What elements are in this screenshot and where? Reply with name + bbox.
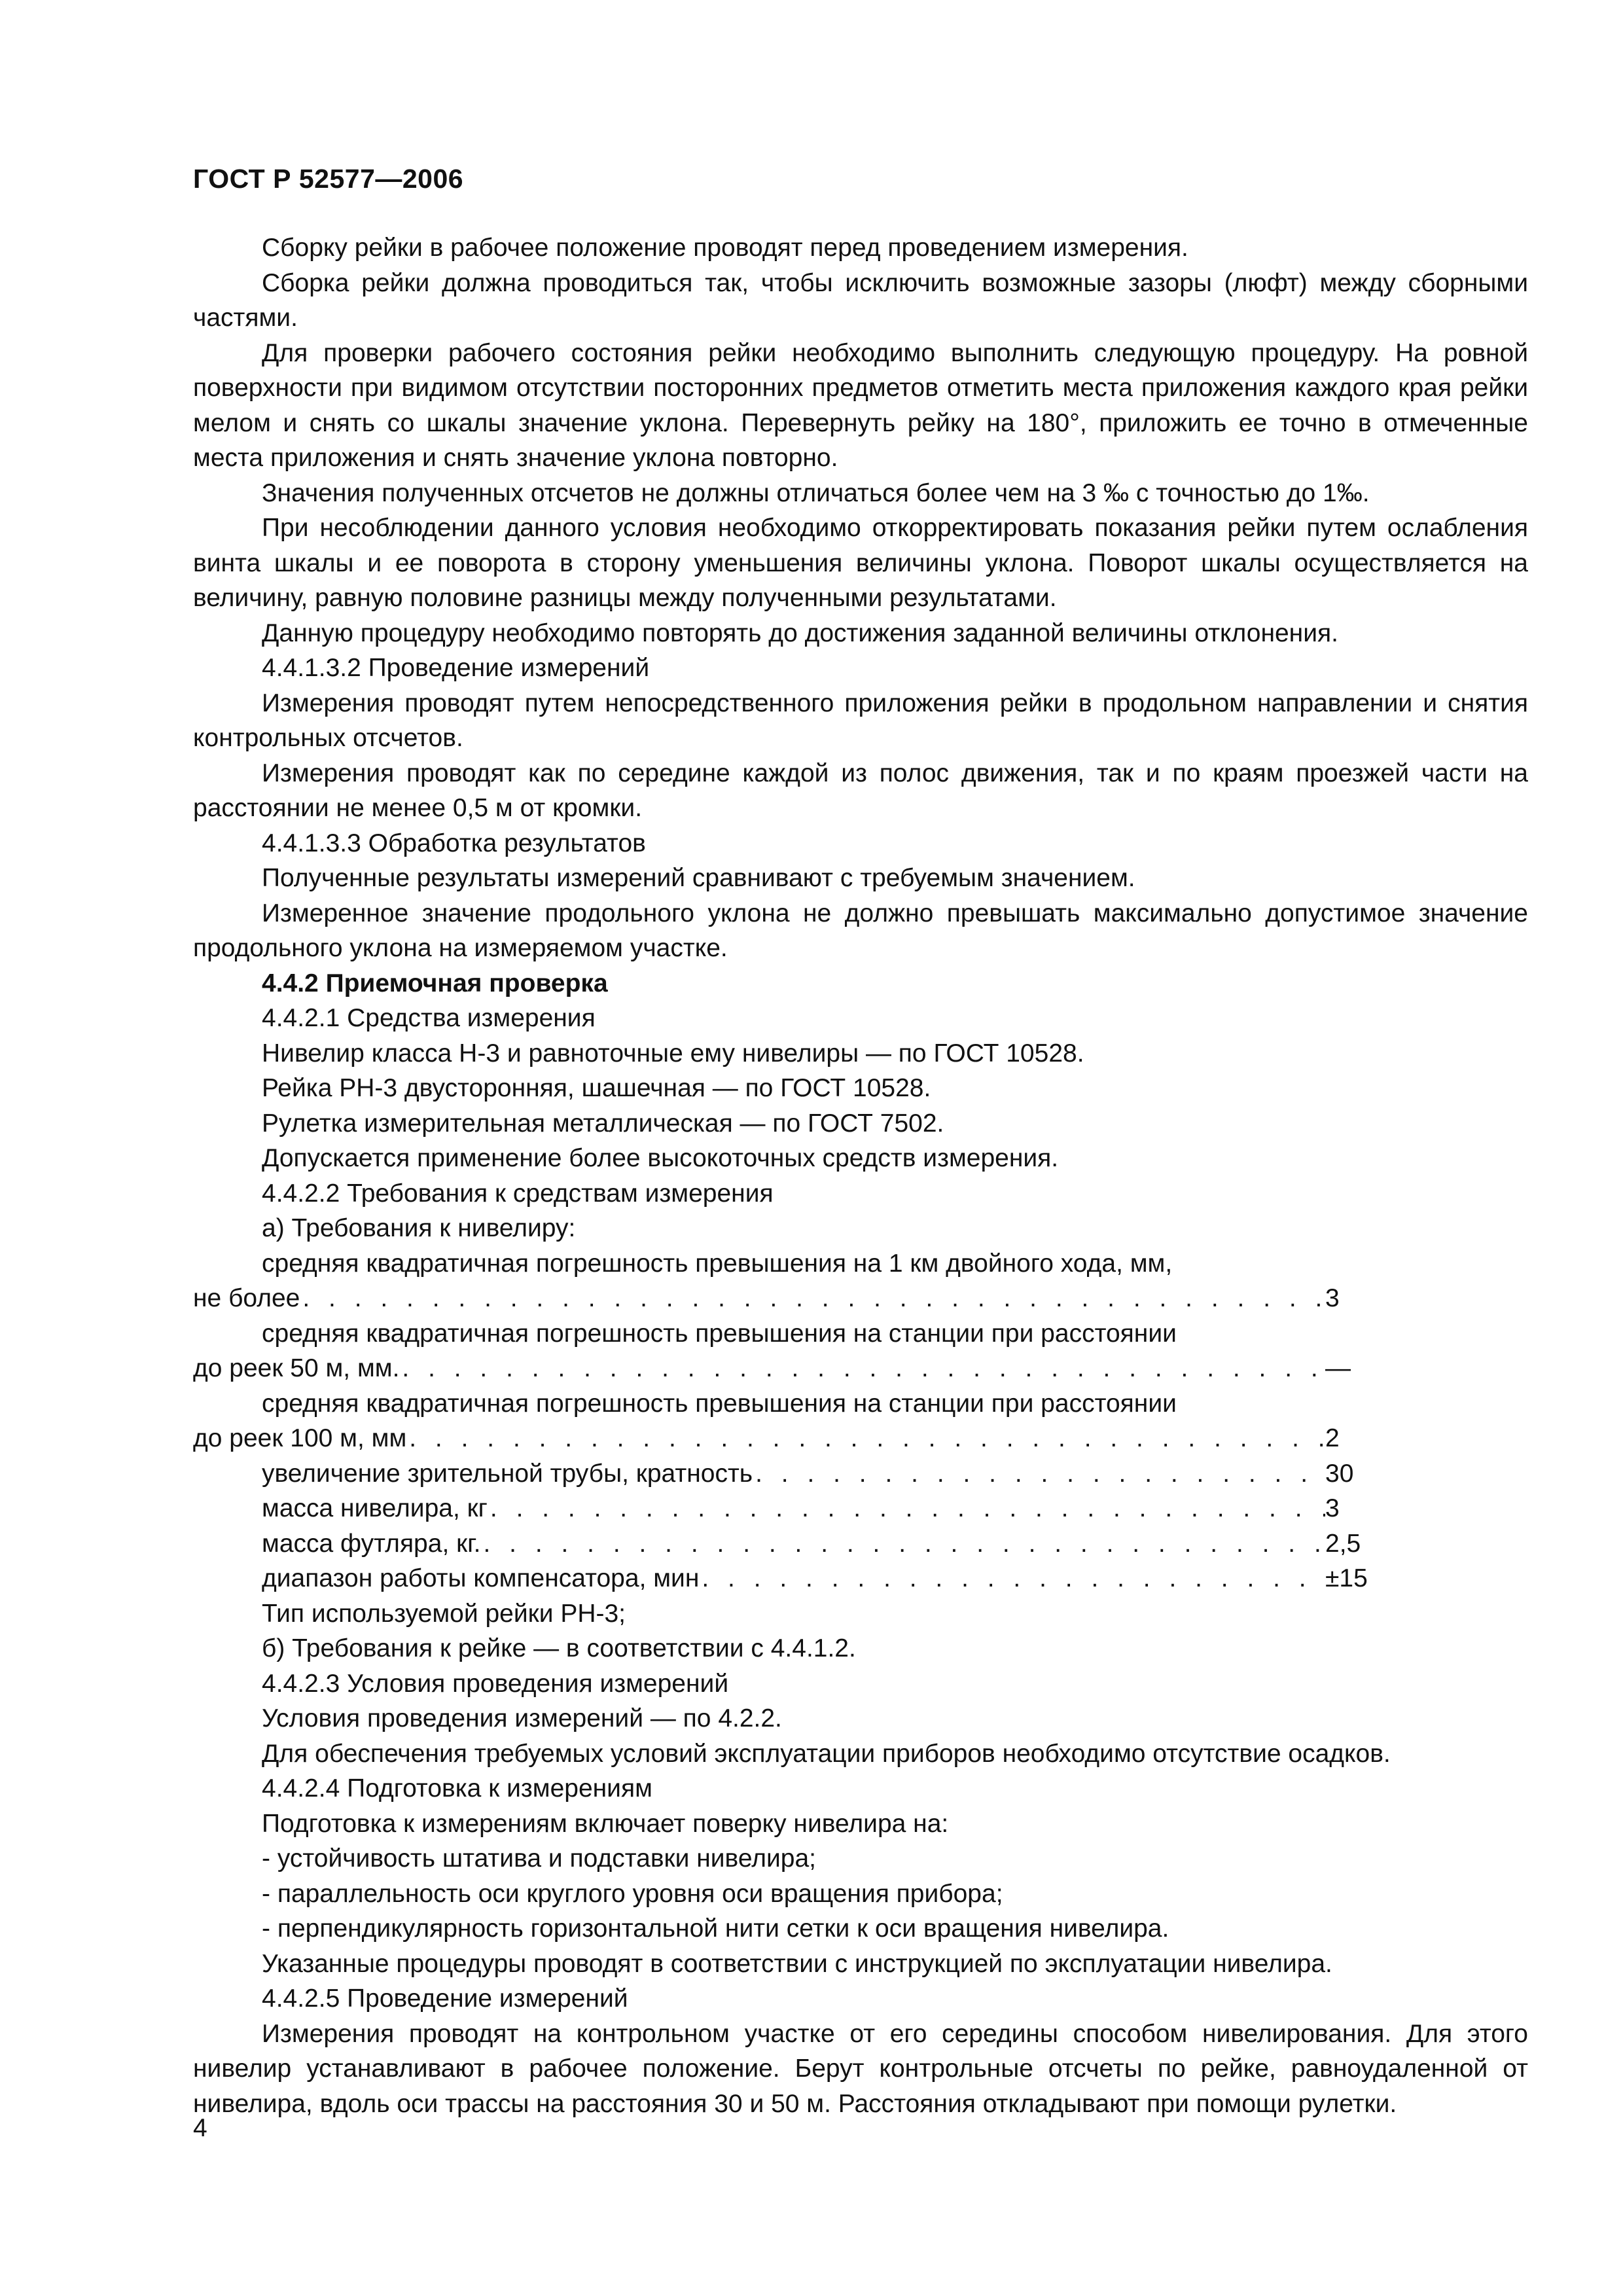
bullet-item: - параллельность оси круглого уровня оси вращения прибора; [262,1879,1003,1908]
spec-text: средняя квадратичная погрешность превышения на станции при расстоянии [262,1389,1177,1418]
list-item: б) Требования к рейке — в соответствии с 4.4.1.2. [262,1634,856,1662]
paragraph: Измерения проводят путем непосредственного приложения рейки в продольном направлении и снятия контрольных отсчетов. [193,689,1528,752]
spec-row [193,1561,1397,1596]
document-header: ГОСТ Р 52577—2006 [193,164,464,194]
leader-dots [406,1421,1325,1456]
bullet-item: - перпендикулярность горизонтальной нити сетки к оси вращения нивелира. [262,1914,1169,1943]
list-item: Допускается применение более высокоточных средств измерения. [262,1144,1059,1172]
subsection-heading: 4.4.1.3.3 Обработка результатов [262,829,646,857]
subsection-heading: 4.4.2.1 Средства измерения [262,1004,596,1032]
list-item: Условия проведения измерений — по 4.2.2. [262,1704,782,1732]
paragraph: При несоблюдении данного условия необходимо откорректировать показания рейки путем ослабления винта шкалы и ее поворота в сторону уменьшения величины уклона. Поворот шкалы осуществляется на величину, равную половине разницы между полученными результатами. [193,514,1528,612]
specification-list [193,1246,1397,1596]
list-item: Указанные процедуры проводят в соответствии с инструкцией по эксплуатации нивелира. [262,1949,1332,1978]
list-item: а) Требования к нивелиру: [262,1214,576,1242]
spec-value: ±15 [1325,1564,1368,1592]
spec-row [193,1491,1397,1526]
spec-value: 3 [1325,1494,1340,1522]
subsection-heading: 4.4.2.4 Подготовка к измерениям [262,1774,652,1803]
spec-row [193,1456,1397,1492]
leader-dots [699,1561,1325,1596]
spec-value: — [1325,1354,1351,1382]
spec-row [193,1281,1397,1316]
spec-row [193,1421,1397,1456]
leader-dots [300,1281,1325,1316]
list-item: Для обеспечения требуемых условий эксплуатации приборов необходимо отсутствие осадков. [262,1739,1391,1768]
leader-dots [399,1351,1325,1386]
paragraph: Сборка рейки должна проводиться так, чтобы исключить возможные зазоры (люфт) между сборными частями. [193,268,1528,332]
spec-label: диапазон работы компенсатора, мин [262,1564,700,1592]
spec-value: 2,5 [1325,1529,1361,1558]
spec-label: увеличение зрительной трубы, кратность [262,1459,753,1488]
leader-dots [753,1456,1325,1492]
spec-value: 30 [1325,1459,1354,1488]
spec-label: не более [193,1284,300,1312]
paragraph: Сборку рейки в рабочее положение проводят перед проведением измерения. [262,234,1188,262]
subsection-heading: 4.4.2.3 Условия проведения измерений [262,1669,729,1698]
paragraph: Для проверки рабочего состояния рейки необходимо выполнить следующую процедуру. На ровной поверхности при видимом отсутствии посторонних предметов отметить места приложения каждого края рейки мелом и снять со шкалы значение уклона. Перевернуть рейку на 180°, приложить ее точно в отмеченные места приложения и снять значение уклона повторно. [193,338,1528,472]
spec-text: средняя квадратичная погрешность превышения на станции при расстоянии [262,1319,1177,1348]
list-item: Нивелир класса Н-3 и равноточные ему нивелиры — по ГОСТ 10528. [262,1039,1084,1067]
spec-label: масса футляра, кг. [262,1529,481,1558]
subsection-heading: 4.4.1.3.2 Проведение измерений [262,654,650,682]
subsection-heading: 4.4.2.2 Требования к средствам измерения [262,1179,774,1208]
spec-label: до реек 50 м, мм. [193,1354,400,1382]
leader-dots [488,1491,1325,1526]
leader-dots [480,1526,1325,1562]
spec-text: средняя квадратичная погрешность превышения на 1 км двойного хода, мм, [262,1249,1173,1278]
paragraph: Измеренное значение продольного уклона не должно превышать максимально допустимое значение продольного уклона на измеряемом участке. [193,899,1528,962]
list-item: Подготовка к измерениям включает поверку нивелира на: [262,1809,949,1838]
list-item: Тип используемой рейки РН-3; [262,1599,626,1628]
spec-row [193,1351,1397,1386]
spec-label: масса нивелира, кг [262,1494,488,1522]
list-item: Рейка РН-3 двусторонняя, шашечная — по ГОСТ 10528. [262,1074,931,1102]
spec-label: до реек 100 м, мм [193,1424,407,1452]
page-number: 4 [193,2114,207,2142]
paragraph: Значения полученных отсчетов не должны отличаться более чем на 3 ‰ с точностью до 1‰. [262,478,1370,507]
list-item: Рулетка измерительная металлическая — по ГОСТ 7502. [262,1109,944,1138]
section-title: 4.4.2 Приемочная проверка [262,969,608,997]
spec-value: 2 [1325,1424,1340,1452]
subsection-heading: 4.4.2.5 Проведение измерений [262,1984,628,2013]
page-body [193,230,1528,2121]
spec-value: 3 [1325,1284,1340,1312]
paragraph: Данную процедуру необходимо повторять до достижения заданной величины отклонения. [262,619,1338,647]
paragraph: Полученные результаты измерений сравнивают с требуемым значением. [262,864,1135,892]
paragraph: Измерения проводят на контрольном участке от его середины способом нивелирования. Для этого нивелир устанавливают в рабочее положение. Берут контрольные отсчеты по рейке, равноудаленной от нивелира, вдоль оси трассы на расстояния 30 и 50 м. Расстояния откладывают при помощи рулетки. [193,2019,1528,2118]
spec-row [193,1526,1397,1562]
paragraph: Измерения проводят как по середине каждой из полос движения, так и по краям проезжей части на расстоянии не менее 0,5 м от кромки. [193,759,1528,822]
bullet-item: - устойчивость штатива и подставки нивелира; [262,1844,816,1873]
